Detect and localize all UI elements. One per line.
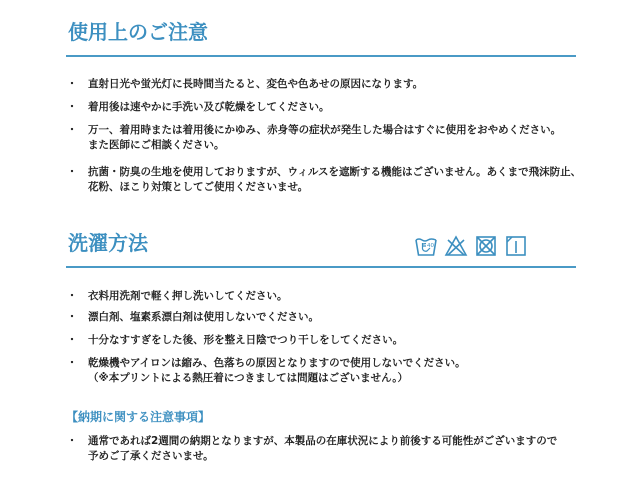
- washing-note: （※本プリントによる熱圧着につきましては問題はございません。）: [88, 372, 408, 384]
- bullet: ・: [66, 290, 78, 302]
- washing-item-text: 漂白剤、塩素系漂白剤は使用しないでください。: [88, 311, 319, 323]
- hand-wash-icon: [414, 234, 438, 258]
- usage-item-text: 直射日光や蛍光灯に長時間当たると、変色や色あせの原因になります。: [88, 78, 424, 90]
- usage-item-text-continued: また医師にご相談ください。: [88, 139, 225, 151]
- bullet: ・: [66, 101, 78, 113]
- no-bleach-icon: [444, 234, 468, 258]
- delivery-item-text-continued: 予めご了承くださいませ。: [88, 450, 214, 462]
- washing-item-1: [66, 289, 586, 304]
- washing-heading: 洗濯方法: [68, 231, 148, 255]
- bullet: ・: [66, 311, 78, 323]
- bullet: ・: [66, 334, 78, 346]
- delivery-item-1: [66, 434, 586, 464]
- usage-item-text: 抗菌・防臭の生地を使用しておりますが、ウィルスを遮断する機能はございません。あくまで飛沫防止、: [88, 166, 582, 178]
- washing-item-text: 十分なすすぎをした後、形を整え日陰でつり干しをしてください。: [88, 334, 404, 346]
- washing-divider: [66, 266, 576, 268]
- washing-item-2: [66, 310, 586, 325]
- usage-item-1: [66, 77, 586, 92]
- no-tumble-dry-icon: [474, 234, 498, 258]
- usage-item-3: [66, 123, 586, 153]
- usage-item-2: [66, 100, 586, 115]
- delivery-item-text: 通常であれば2週間の納期となりますが、本製品の在庫状況により前後する可能性がございますので: [88, 435, 558, 447]
- delivery-heading: 【納期に関する注意事項】: [66, 410, 211, 424]
- usage-heading: 使用上のご注意: [68, 20, 208, 44]
- bullet: ・: [66, 166, 78, 178]
- washing-item-text: 衣料用洗剤で軽く押し洗いしてください。: [88, 290, 288, 302]
- washing-item-text: 乾燥機やアイロンは縮み、色落ちの原因となりますので使用しないでください。: [88, 357, 466, 369]
- bullet: ・: [66, 435, 78, 447]
- bullet: ・: [66, 124, 78, 136]
- usage-item-text: 万一、着用時または着用後にかゆみ、赤身等の症状が発生した場合はすぐに使用をおやめください。: [88, 124, 562, 136]
- usage-divider: [66, 55, 576, 57]
- usage-item-text: 着用後は速やかに手洗い及び乾燥をしてください。: [88, 101, 330, 113]
- care-icons: [414, 234, 528, 260]
- usage-item-4: [66, 165, 586, 195]
- bullet: ・: [66, 357, 78, 369]
- washing-item-4: [66, 356, 586, 386]
- washing-item-3: [66, 333, 586, 348]
- usage-item-text-continued: 花粉、ほこり対策としてご使用くださいませ。: [88, 181, 309, 193]
- bullet: ・: [66, 78, 78, 90]
- line-dry-shade-icon: [504, 234, 528, 258]
- hand-wash-temp: 40: [427, 243, 434, 249]
